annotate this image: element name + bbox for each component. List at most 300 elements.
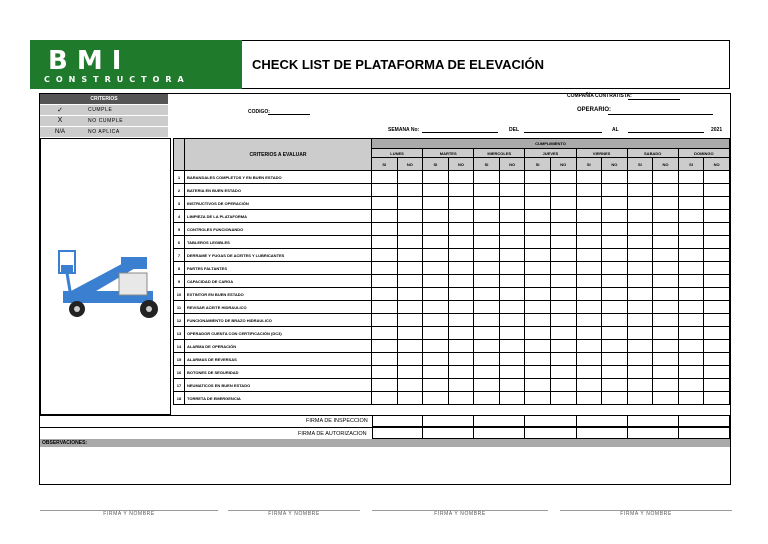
legend-row-no-aplica xyxy=(40,127,168,137)
check-cell[interactable] xyxy=(704,171,730,184)
from-date-field[interactable] xyxy=(524,132,602,133)
check-cell[interactable] xyxy=(525,197,551,210)
check-cell[interactable] xyxy=(448,392,474,405)
authorization-signature-cell[interactable] xyxy=(679,427,730,439)
check-cell[interactable] xyxy=(525,249,551,262)
check-cell[interactable] xyxy=(602,171,628,184)
code-field[interactable] xyxy=(268,114,310,115)
check-cell[interactable] xyxy=(653,392,679,405)
check-cell[interactable] xyxy=(550,171,576,184)
check-cell[interactable] xyxy=(499,184,525,197)
check-cell[interactable] xyxy=(550,327,576,340)
check-cell[interactable] xyxy=(499,223,525,236)
check-cell[interactable] xyxy=(627,392,653,405)
check-cell[interactable] xyxy=(653,223,679,236)
check-cell[interactable] xyxy=(499,379,525,392)
check-cell[interactable] xyxy=(704,223,730,236)
check-cell[interactable] xyxy=(576,366,602,379)
check-cell[interactable] xyxy=(397,340,423,353)
check-cell[interactable] xyxy=(448,288,474,301)
check-cell[interactable] xyxy=(448,210,474,223)
check-cell[interactable] xyxy=(474,275,500,288)
check-cell[interactable] xyxy=(678,340,704,353)
check-cell[interactable] xyxy=(474,223,500,236)
check-cell[interactable] xyxy=(423,340,449,353)
check-cell[interactable] xyxy=(372,223,398,236)
check-cell[interactable] xyxy=(550,197,576,210)
check-cell[interactable] xyxy=(678,379,704,392)
check-cell[interactable] xyxy=(372,171,398,184)
check-cell[interactable] xyxy=(448,275,474,288)
check-cell[interactable] xyxy=(576,275,602,288)
check-cell[interactable] xyxy=(423,275,449,288)
check-cell[interactable] xyxy=(653,379,679,392)
authorization-signature-cell[interactable] xyxy=(474,427,525,439)
check-cell[interactable] xyxy=(525,288,551,301)
check-cell[interactable] xyxy=(704,288,730,301)
check-cell[interactable] xyxy=(602,223,628,236)
check-cell[interactable] xyxy=(602,262,628,275)
check-cell[interactable] xyxy=(499,262,525,275)
check-cell[interactable] xyxy=(448,314,474,327)
check-cell[interactable] xyxy=(627,314,653,327)
inspection-signature-cell[interactable] xyxy=(525,415,576,427)
authorization-signature-cell[interactable] xyxy=(628,427,679,439)
check-cell[interactable] xyxy=(448,184,474,197)
check-cell[interactable] xyxy=(678,301,704,314)
check-cell[interactable] xyxy=(678,197,704,210)
check-cell[interactable] xyxy=(448,366,474,379)
check-cell[interactable] xyxy=(474,353,500,366)
check-cell[interactable] xyxy=(397,366,423,379)
check-cell[interactable] xyxy=(372,327,398,340)
check-cell[interactable] xyxy=(397,184,423,197)
check-cell[interactable] xyxy=(653,262,679,275)
check-cell[interactable] xyxy=(372,353,398,366)
check-cell[interactable] xyxy=(576,249,602,262)
check-cell[interactable] xyxy=(678,262,704,275)
check-cell[interactable] xyxy=(474,340,500,353)
check-cell[interactable] xyxy=(474,392,500,405)
inspection-signature-cell[interactable] xyxy=(423,415,474,427)
check-cell[interactable] xyxy=(627,223,653,236)
check-cell[interactable] xyxy=(576,223,602,236)
check-cell[interactable] xyxy=(678,353,704,366)
check-cell[interactable] xyxy=(423,210,449,223)
check-cell[interactable] xyxy=(525,223,551,236)
check-cell[interactable] xyxy=(448,340,474,353)
criteria-text: BATERIA EN BUEN ESTADO xyxy=(185,184,372,197)
check-cell[interactable] xyxy=(627,288,653,301)
operator-label: OPERARIO: xyxy=(577,107,612,113)
check-cell[interactable] xyxy=(602,327,628,340)
check-cell[interactable] xyxy=(550,340,576,353)
check-cell[interactable] xyxy=(372,262,398,275)
check-cell[interactable] xyxy=(627,379,653,392)
check-cell[interactable] xyxy=(576,184,602,197)
check-cell[interactable] xyxy=(448,353,474,366)
day-header: VIERNES xyxy=(576,149,627,158)
check-cell[interactable] xyxy=(602,379,628,392)
check-cell[interactable] xyxy=(423,327,449,340)
check-cell[interactable] xyxy=(397,275,423,288)
check-cell[interactable] xyxy=(627,327,653,340)
criteria-text: DERRAME Y FUGAS DE ACEITES Y LUBRICANTES xyxy=(185,249,372,262)
check-cell[interactable] xyxy=(678,210,704,223)
check-cell[interactable] xyxy=(576,236,602,249)
check-cell[interactable] xyxy=(627,236,653,249)
check-cell[interactable] xyxy=(499,301,525,314)
check-cell[interactable] xyxy=(499,171,525,184)
authorization-signature-cell[interactable] xyxy=(372,427,423,439)
check-cell[interactable] xyxy=(550,210,576,223)
check-cell[interactable] xyxy=(525,327,551,340)
check-cell[interactable] xyxy=(576,288,602,301)
check-cell[interactable] xyxy=(474,379,500,392)
company-field[interactable] xyxy=(628,99,680,100)
check-cell[interactable] xyxy=(525,171,551,184)
signature-day-cells xyxy=(372,415,730,439)
check-cell[interactable] xyxy=(704,275,730,288)
check-cell[interactable] xyxy=(627,366,653,379)
check-cell[interactable] xyxy=(372,392,398,405)
criteria-text: OPERADOR CUENTA CON CERTIFICACIÓN (DC3) xyxy=(185,327,372,340)
check-cell[interactable] xyxy=(525,262,551,275)
check-cell[interactable] xyxy=(423,314,449,327)
check-cell[interactable] xyxy=(704,301,730,314)
check-cell[interactable] xyxy=(525,184,551,197)
check-cell[interactable] xyxy=(372,314,398,327)
check-cell[interactable] xyxy=(525,236,551,249)
check-cell[interactable] xyxy=(704,314,730,327)
check-cell[interactable] xyxy=(576,171,602,184)
check-cell[interactable] xyxy=(423,301,449,314)
check-cell[interactable] xyxy=(550,223,576,236)
check-cell[interactable] xyxy=(499,327,525,340)
check-cell[interactable] xyxy=(678,184,704,197)
check-cell[interactable] xyxy=(499,353,525,366)
si-header: SI xyxy=(423,158,449,171)
check-cell[interactable] xyxy=(372,210,398,223)
check-cell[interactable] xyxy=(525,275,551,288)
criteria-number: 14 xyxy=(174,340,185,353)
check-cell[interactable] xyxy=(397,301,423,314)
check-cell[interactable] xyxy=(627,353,653,366)
check-cell[interactable] xyxy=(653,288,679,301)
check-cell[interactable] xyxy=(474,236,500,249)
check-cell[interactable] xyxy=(423,353,449,366)
check-cell[interactable] xyxy=(372,366,398,379)
check-cell[interactable] xyxy=(550,249,576,262)
check-cell[interactable] xyxy=(602,353,628,366)
check-cell[interactable] xyxy=(550,275,576,288)
check-cell[interactable] xyxy=(448,223,474,236)
check-cell[interactable] xyxy=(474,327,500,340)
criteria-number: 9 xyxy=(174,275,185,288)
check-cell[interactable] xyxy=(525,301,551,314)
check-cell[interactable] xyxy=(653,236,679,249)
check-cell[interactable] xyxy=(627,301,653,314)
check-cell[interactable] xyxy=(602,210,628,223)
criteria-number: 16 xyxy=(174,366,185,379)
check-cell[interactable] xyxy=(423,171,449,184)
check-cell[interactable] xyxy=(653,366,679,379)
legend-text: CUMPLE xyxy=(88,107,113,113)
check-cell[interactable] xyxy=(525,210,551,223)
check-cell[interactable] xyxy=(653,275,679,288)
check-cell[interactable] xyxy=(653,184,679,197)
authorization-signature-cell[interactable] xyxy=(423,427,474,439)
check-cell[interactable] xyxy=(448,236,474,249)
check-cell[interactable] xyxy=(550,184,576,197)
check-cell[interactable] xyxy=(602,392,628,405)
check-cell[interactable] xyxy=(550,301,576,314)
check-cell[interactable] xyxy=(678,223,704,236)
check-cell[interactable] xyxy=(678,171,704,184)
footer-signature-label: FIRMA Y NOMBRE xyxy=(620,511,672,517)
check-cell[interactable] xyxy=(423,184,449,197)
check-cell[interactable] xyxy=(653,314,679,327)
check-cell[interactable] xyxy=(576,314,602,327)
check-cell[interactable] xyxy=(678,314,704,327)
inspection-signature-cell[interactable] xyxy=(679,415,730,427)
observations-field[interactable] xyxy=(40,447,730,484)
compliance-header: CUMPLIMIENTO xyxy=(372,139,730,149)
check-cell[interactable] xyxy=(474,262,500,275)
check-cell[interactable] xyxy=(704,392,730,405)
check-cell[interactable] xyxy=(602,275,628,288)
check-cell[interactable] xyxy=(602,301,628,314)
check-cell[interactable] xyxy=(397,223,423,236)
check-cell[interactable] xyxy=(627,184,653,197)
check-cell[interactable] xyxy=(372,197,398,210)
inspection-signature-cell[interactable] xyxy=(372,415,423,427)
check-cell[interactable] xyxy=(704,210,730,223)
check-cell[interactable] xyxy=(397,249,423,262)
check-cell[interactable] xyxy=(525,366,551,379)
si-header: SI xyxy=(576,158,602,171)
check-cell[interactable] xyxy=(602,340,628,353)
check-cell[interactable] xyxy=(474,184,500,197)
check-cell[interactable] xyxy=(627,340,653,353)
check-cell[interactable] xyxy=(423,197,449,210)
check-cell[interactable] xyxy=(397,236,423,249)
check-cell[interactable] xyxy=(397,288,423,301)
check-cell[interactable] xyxy=(499,366,525,379)
check-cell[interactable] xyxy=(550,353,576,366)
check-cell[interactable] xyxy=(499,288,525,301)
check-cell[interactable] xyxy=(499,392,525,405)
check-cell[interactable] xyxy=(397,197,423,210)
check-cell[interactable] xyxy=(678,249,704,262)
check-cell[interactable] xyxy=(678,327,704,340)
check-cell[interactable] xyxy=(602,288,628,301)
check-cell[interactable] xyxy=(627,171,653,184)
check-cell[interactable] xyxy=(423,262,449,275)
check-cell[interactable] xyxy=(372,288,398,301)
check-cell[interactable] xyxy=(423,249,449,262)
check-cell[interactable] xyxy=(474,210,500,223)
check-cell[interactable] xyxy=(576,392,602,405)
check-cell[interactable] xyxy=(397,314,423,327)
check-cell[interactable] xyxy=(550,236,576,249)
check-cell[interactable] xyxy=(448,327,474,340)
check-cell[interactable] xyxy=(576,327,602,340)
check-cell[interactable] xyxy=(448,262,474,275)
check-cell[interactable] xyxy=(602,184,628,197)
check-cell[interactable] xyxy=(627,197,653,210)
check-cell[interactable] xyxy=(653,197,679,210)
check-cell[interactable] xyxy=(423,392,449,405)
check-cell[interactable] xyxy=(525,353,551,366)
check-cell[interactable] xyxy=(704,249,730,262)
check-cell[interactable] xyxy=(653,210,679,223)
authorization-signature-cell[interactable] xyxy=(577,427,628,439)
week-field[interactable] xyxy=(422,132,498,133)
check-cell[interactable] xyxy=(474,301,500,314)
check-cell[interactable] xyxy=(576,301,602,314)
check-cell[interactable] xyxy=(397,210,423,223)
check-cell[interactable] xyxy=(602,314,628,327)
check-cell[interactable] xyxy=(499,314,525,327)
check-cell[interactable] xyxy=(704,184,730,197)
check-cell[interactable] xyxy=(474,314,500,327)
check-cell[interactable] xyxy=(678,392,704,405)
check-cell[interactable] xyxy=(704,353,730,366)
footer-signature-label: FIRMA Y NOMBRE xyxy=(103,511,155,517)
check-cell[interactable] xyxy=(474,366,500,379)
operator-field[interactable] xyxy=(608,114,713,115)
check-cell[interactable] xyxy=(704,327,730,340)
check-cell[interactable] xyxy=(678,236,704,249)
check-cell[interactable] xyxy=(576,262,602,275)
check-cell[interactable] xyxy=(653,301,679,314)
check-cell[interactable] xyxy=(525,340,551,353)
check-cell[interactable] xyxy=(627,210,653,223)
check-cell[interactable] xyxy=(372,379,398,392)
check-cell[interactable] xyxy=(525,314,551,327)
check-cell[interactable] xyxy=(372,236,398,249)
title-box xyxy=(242,40,730,89)
check-cell[interactable] xyxy=(448,249,474,262)
check-cell[interactable] xyxy=(499,340,525,353)
check-cell[interactable] xyxy=(550,288,576,301)
check-cell[interactable] xyxy=(576,210,602,223)
code-label: CODIGO: xyxy=(248,109,270,115)
check-cell[interactable] xyxy=(704,366,730,379)
check-cell[interactable] xyxy=(397,171,423,184)
check-cell[interactable] xyxy=(423,288,449,301)
check-cell[interactable] xyxy=(372,184,398,197)
check-cell[interactable] xyxy=(372,301,398,314)
table-row xyxy=(174,379,730,392)
check-cell[interactable] xyxy=(525,392,551,405)
check-cell[interactable] xyxy=(602,236,628,249)
check-cell[interactable] xyxy=(550,392,576,405)
criteria-text: FUNCIONAMIENTO DE BRAZO HIDRAULICO xyxy=(185,314,372,327)
check-cell[interactable] xyxy=(678,288,704,301)
si-header: SI xyxy=(372,158,398,171)
criteria-number: 17 xyxy=(174,379,185,392)
check-cell[interactable] xyxy=(372,249,398,262)
check-cell[interactable] xyxy=(372,340,398,353)
check-cell[interactable] xyxy=(499,210,525,223)
from-label: DEL xyxy=(509,127,519,133)
check-cell[interactable] xyxy=(653,340,679,353)
check-cell[interactable] xyxy=(423,366,449,379)
check-cell[interactable] xyxy=(397,392,423,405)
check-cell[interactable] xyxy=(397,379,423,392)
check-cell[interactable] xyxy=(372,275,398,288)
check-cell[interactable] xyxy=(448,301,474,314)
check-cell[interactable] xyxy=(448,379,474,392)
check-cell[interactable] xyxy=(627,275,653,288)
check-cell[interactable] xyxy=(678,275,704,288)
check-cell[interactable] xyxy=(423,223,449,236)
check-cell[interactable] xyxy=(448,197,474,210)
check-cell[interactable] xyxy=(627,262,653,275)
inspection-signature-cell[interactable] xyxy=(474,415,525,427)
criteria-text: REVISAR ACEITE HIDRAULICO xyxy=(185,301,372,314)
inspection-signature-cell[interactable] xyxy=(577,415,628,427)
check-cell[interactable] xyxy=(576,379,602,392)
check-cell[interactable] xyxy=(678,366,704,379)
check-cell[interactable] xyxy=(576,340,602,353)
check-cell[interactable] xyxy=(653,353,679,366)
check-cell[interactable] xyxy=(550,379,576,392)
authorization-signature-cell[interactable] xyxy=(525,427,576,439)
inspection-signature-cell[interactable] xyxy=(628,415,679,427)
check-cell[interactable] xyxy=(704,340,730,353)
check-cell[interactable] xyxy=(499,197,525,210)
check-cell[interactable] xyxy=(474,171,500,184)
check-cell[interactable] xyxy=(499,249,525,262)
check-cell[interactable] xyxy=(397,327,423,340)
check-cell[interactable] xyxy=(704,379,730,392)
check-cell[interactable] xyxy=(704,236,730,249)
check-cell[interactable] xyxy=(576,197,602,210)
check-cell[interactable] xyxy=(423,379,449,392)
check-cell[interactable] xyxy=(576,353,602,366)
check-cell[interactable] xyxy=(704,262,730,275)
check-cell[interactable] xyxy=(423,236,449,249)
check-cell[interactable] xyxy=(602,197,628,210)
to-date-field[interactable] xyxy=(628,132,704,133)
check-cell[interactable] xyxy=(499,275,525,288)
check-cell[interactable] xyxy=(397,262,423,275)
check-cell[interactable] xyxy=(550,366,576,379)
check-cell[interactable] xyxy=(499,236,525,249)
check-cell[interactable] xyxy=(602,249,628,262)
check-cell[interactable] xyxy=(653,171,679,184)
check-cell[interactable] xyxy=(474,197,500,210)
check-cell[interactable] xyxy=(704,197,730,210)
check-cell[interactable] xyxy=(474,288,500,301)
check-cell[interactable] xyxy=(550,314,576,327)
check-cell[interactable] xyxy=(397,353,423,366)
check-cell[interactable] xyxy=(653,327,679,340)
check-cell[interactable] xyxy=(653,249,679,262)
check-cell[interactable] xyxy=(525,379,551,392)
table-row xyxy=(174,353,730,366)
check-cell[interactable] xyxy=(550,262,576,275)
check-cell[interactable] xyxy=(627,249,653,262)
criteria-number: 8 xyxy=(174,262,185,275)
check-cell[interactable] xyxy=(448,171,474,184)
criteria-text: TABLEROS LEGIBLES xyxy=(185,236,372,249)
check-cell[interactable] xyxy=(474,249,500,262)
check-cell[interactable] xyxy=(602,366,628,379)
